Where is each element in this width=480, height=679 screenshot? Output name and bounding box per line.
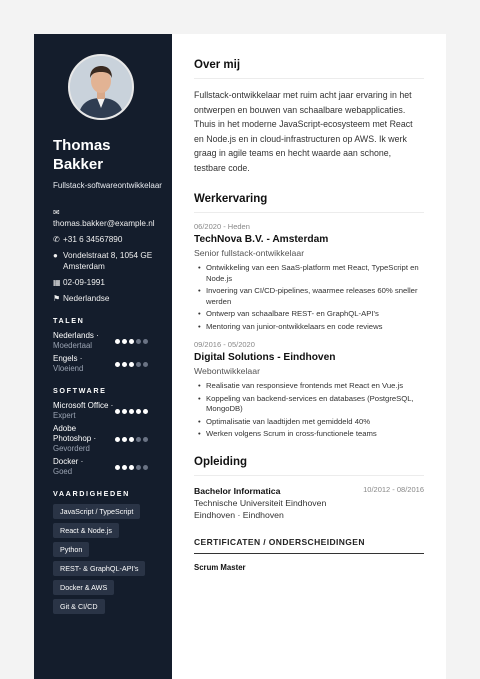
flag-icon: ⚑: [53, 294, 61, 303]
mail-icon: ✉: [53, 208, 60, 217]
rating-dot-filled: [115, 409, 120, 414]
job-entry: [194, 222, 424, 332]
certificates-heading: CERTIFICATEN / ONDERSCHEIDINGEN: [194, 537, 424, 554]
candidate-name: Thomas Bakker: [53, 137, 111, 173]
list-item: • Werken volgens Scrum in cross-functionele teams: [194, 429, 424, 440]
experience-heading: Werkervaring: [194, 193, 424, 213]
rating-dot-filled: [115, 437, 120, 442]
skills-tags: [53, 504, 162, 618]
contact-list: [53, 207, 162, 304]
list-item: • Optimalisatie van laadtijden met gemiddeld 40%: [194, 417, 424, 428]
education-city: Eindhoven · Eindhoven: [194, 509, 284, 520]
software-item: Microsoft Office · Expert: [53, 401, 162, 421]
education-school: Technische Universiteit Eindhoven: [194, 497, 327, 508]
rating-dot-filled: [115, 465, 120, 470]
skill-tag: Git & CI/CD: [53, 599, 105, 614]
list-item: • Ontwerp van schaalbare REST- en GraphQL-API's: [194, 309, 424, 320]
candidate-title: Fullstack-softwareontwikkelaar: [53, 181, 162, 190]
certificate-item: Scrum Master: [194, 562, 246, 572]
education-heading: Opleiding: [194, 456, 424, 476]
rating-dot-filled: [143, 409, 148, 414]
rating-dot-empty: [143, 465, 148, 470]
job-date: 09/2016 - 05/2020: [194, 340, 255, 349]
software-item: Adobe Photoshop · Gevorderd: [53, 424, 162, 454]
rating-dot-empty: [136, 437, 141, 442]
rating-dots: [115, 362, 148, 367]
job-bullets: [194, 381, 424, 440]
profile-photo: [68, 54, 134, 120]
contact-nationality: ⚑ Nederlandse: [53, 294, 110, 303]
location-pin-icon: ●: [53, 251, 58, 260]
rating-dot-filled: [122, 362, 127, 367]
software-heading: SOFTWARE: [53, 386, 107, 395]
rating-dots: [115, 437, 148, 442]
calendar-icon: ▦: [53, 278, 61, 287]
skills-heading: VAARDIGHEDEN: [53, 489, 130, 498]
rating-dot-filled: [129, 409, 134, 414]
job-title: Digital Solutions - Eindhoven: [194, 352, 336, 363]
skill-tag: React & Node.js: [53, 523, 119, 538]
about-text: Fullstack-ontwikkelaar met ruim acht jaar ervaring in het ontwerpen en bouwen van schaalbare webapplicaties. Thuis in het moderne JavaScript-ecosysteem met React en Node.js en in cloud-infrastructuren op AWS. Ik werk graag in agile teams en hecht waarde aan schone, testbare code.: [194, 90, 413, 173]
list-item: • Realisatie van responsieve frontends met React en Vue.js: [194, 381, 424, 392]
rating-dot-filled: [129, 339, 134, 344]
rating-dot-empty: [136, 362, 141, 367]
contact-phone[interactable]: ✆ +31 6 34567890: [53, 235, 123, 244]
skill-tag: Python: [53, 542, 89, 557]
education-degree: Bachelor Informatica: [194, 485, 281, 496]
software-list: [53, 401, 162, 477]
rating-dot-empty: [143, 339, 148, 344]
list-item: • Ontwikkeling van een SaaS-platform met React, TypeScript en Node.js: [194, 263, 424, 284]
rating-dots: [115, 339, 148, 344]
resume-page: [34, 34, 446, 679]
job-role: Webontwikkelaar: [194, 366, 260, 376]
software-item: Docker · Goed: [53, 457, 162, 477]
contact-birthdate: ▦ 02-09-1991: [53, 278, 105, 287]
rating-dot-empty: [143, 437, 148, 442]
skill-tag: JavaScript / TypeScript: [53, 504, 140, 519]
job-date: 06/2020 - Heden: [194, 222, 250, 231]
education-entry: [194, 485, 424, 521]
job-bullets: [194, 263, 424, 332]
sidebar: [34, 34, 172, 679]
rating-dots: [115, 409, 148, 414]
rating-dot-empty: [143, 362, 148, 367]
rating-dot-filled: [122, 437, 127, 442]
contact-address: ● Vondelstraat 8, 1054 GE Amsterdam: [53, 251, 153, 271]
languages-heading: TALEN: [53, 316, 85, 325]
list-item: • Koppeling van backend-services en databases (PostgreSQL, MongoDB): [194, 394, 424, 415]
rating-dot-filled: [115, 362, 120, 367]
rating-dots: [115, 465, 148, 470]
phone-icon: ✆: [53, 235, 60, 244]
about-heading: Over mij: [194, 59, 424, 79]
education-date: 10/2012 - 08/2016: [363, 484, 424, 494]
languages-list: [53, 331, 162, 374]
rating-dot-filled: [122, 339, 127, 344]
rating-dot-filled: [129, 437, 134, 442]
job-role: Senior fullstack-ontwikkelaar: [194, 248, 305, 258]
language-item: Engels · Vloeiend: [53, 354, 162, 374]
skill-tag: Docker & AWS: [53, 580, 114, 595]
job-entry: [194, 340, 424, 440]
rating-dot-filled: [122, 465, 127, 470]
rating-dot-filled: [129, 465, 134, 470]
contact-email[interactable]: ✉ thomas.bakker@example.nl: [53, 208, 155, 228]
rating-dot-empty: [136, 339, 141, 344]
list-item: • Invoering van CI/CD-pipelines, waarmee releases 60% sneller werden: [194, 286, 424, 307]
rating-dot-filled: [129, 362, 134, 367]
rating-dot-empty: [136, 465, 141, 470]
rating-dot-filled: [136, 409, 141, 414]
main-content: [172, 34, 446, 679]
language-item: Nederlands · Moedertaal: [53, 331, 162, 351]
skill-tag: REST- & GraphQL-API's: [53, 561, 145, 576]
list-item: • Mentoring van junior-ontwikkelaars en code reviews: [194, 322, 424, 333]
rating-dot-filled: [115, 339, 120, 344]
rating-dot-filled: [122, 409, 127, 414]
job-title: TechNova B.V. - Amsterdam: [194, 234, 329, 245]
